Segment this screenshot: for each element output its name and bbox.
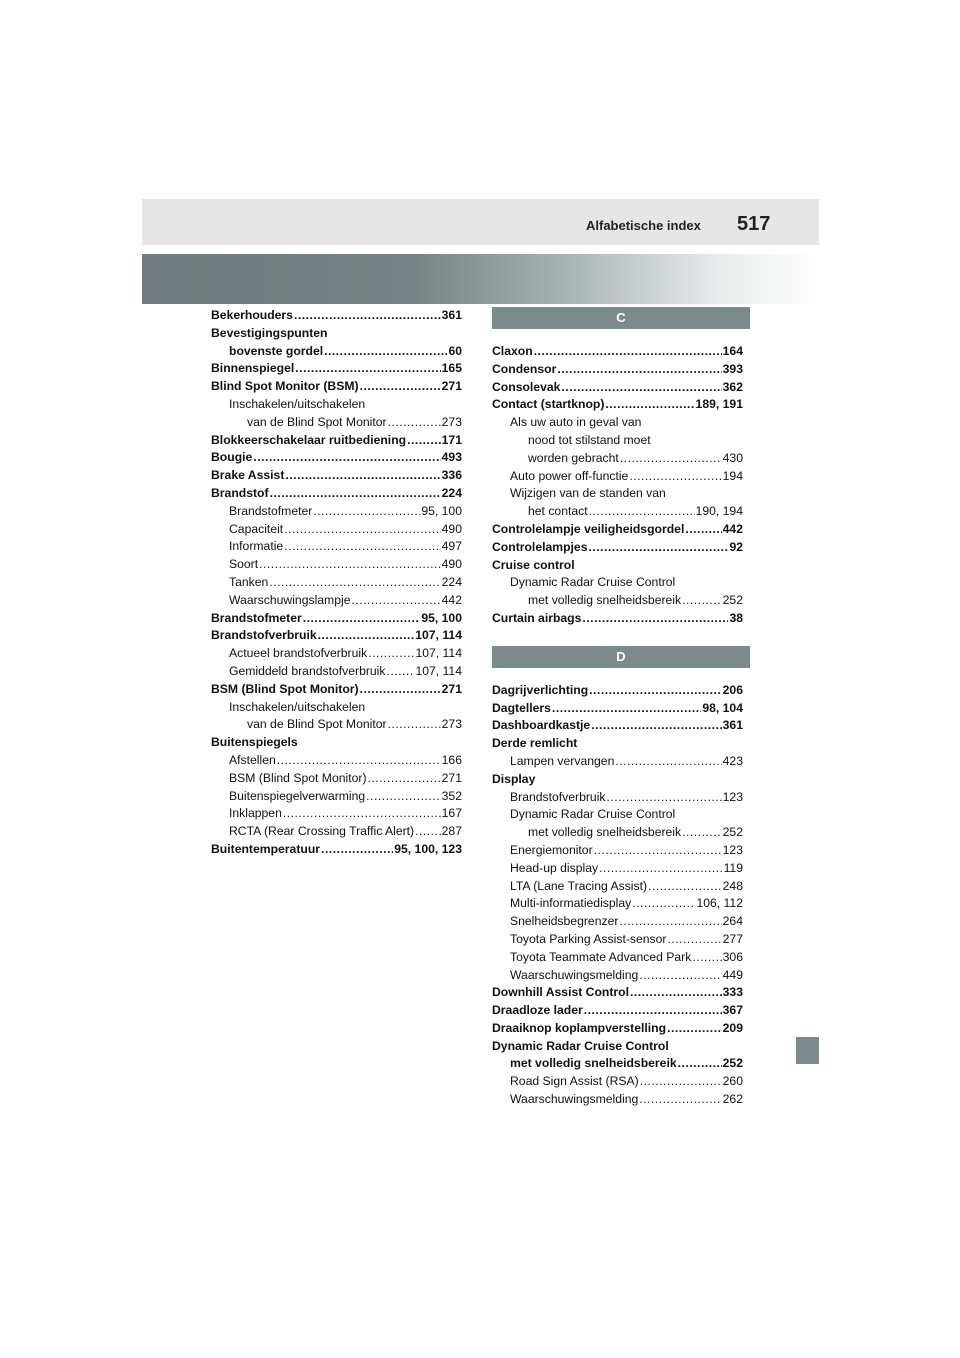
index-entry-text: Auto power off-functie — [510, 468, 629, 483]
index-entry-text: met volledig snelheidsbereik — [528, 593, 682, 608]
index-entry-text: van de Blind Spot Monitor — [247, 717, 387, 732]
index-entry — [492, 379, 743, 397]
index-entry — [211, 449, 462, 467]
leader-dots — [639, 967, 721, 985]
leader-dots — [415, 823, 441, 841]
index-column-left — [211, 307, 462, 859]
leader-dots — [388, 716, 441, 734]
index-entry-page: 361 — [722, 718, 743, 733]
index-entry-page: 277 — [722, 931, 743, 946]
leader-dots — [557, 361, 721, 379]
index-entry — [492, 967, 743, 985]
index-entry — [492, 1002, 743, 1020]
index-entry — [492, 753, 743, 771]
index-entry-text: Claxon — [492, 344, 533, 358]
leader-dots — [605, 396, 694, 414]
section-gap — [492, 628, 743, 646]
index-entry — [492, 700, 743, 718]
section-letter-header: D — [492, 646, 750, 668]
index-entry-page: 107, 114 — [415, 646, 462, 661]
index-entry-text: Dagtellers — [492, 700, 551, 715]
index-entry-page: 209 — [722, 1020, 743, 1035]
leader-dots — [678, 1055, 722, 1073]
leader-dots — [269, 574, 440, 592]
index-entry-page: 333 — [722, 985, 743, 1000]
index-entry — [492, 557, 743, 575]
leader-dots — [270, 485, 441, 503]
leader-dots — [283, 805, 441, 823]
decorative-gradient-bar — [142, 254, 819, 304]
index-entry-text: Blokkeerschakelaar ruitbediening — [211, 432, 407, 447]
index-entry-text: Toyota Parking Assist-sensor — [510, 931, 667, 946]
index-entry-text: Inschakelen/uitschakelen — [229, 396, 366, 411]
leader-dots — [366, 788, 440, 806]
index-entry-text: Capaciteit — [229, 521, 284, 536]
leader-dots — [387, 663, 415, 681]
index-entry — [492, 1091, 743, 1109]
index-entry-page: 490 — [441, 557, 462, 572]
index-entry — [492, 396, 743, 414]
index-entry-page: 164 — [722, 344, 743, 358]
index-entry-text: BSM (Blind Spot Monitor) — [211, 681, 359, 696]
index-entry-page: 393 — [722, 361, 743, 376]
index-entry-text: met volledig snelheidsbereik — [528, 825, 682, 840]
index-entry — [211, 396, 462, 414]
index-entry — [211, 592, 462, 610]
index-entry-text: Buitenspiegelverwarming — [229, 788, 366, 803]
index-entry-text: Multi-informatiedisplay — [510, 896, 632, 911]
index-entry-page: 189, 191 — [695, 397, 743, 412]
index-entry-text: Blind Spot Monitor (BSM) — [211, 379, 359, 394]
leader-dots — [284, 521, 440, 539]
index-entry — [211, 307, 462, 325]
index-entry-text: Brandstofmeter — [229, 503, 313, 518]
page-header-title: Alfabetische index — [586, 218, 701, 233]
leader-dots — [667, 1020, 722, 1038]
index-entry — [211, 360, 462, 378]
index-entry — [492, 1055, 743, 1073]
leader-dots — [615, 753, 721, 771]
index-entry-text: Bougie — [211, 450, 253, 465]
index-entry-page: 190, 194 — [695, 504, 743, 519]
index-entry — [492, 1038, 743, 1056]
index-entry-page: 92 — [729, 539, 743, 554]
leader-dots — [692, 949, 721, 967]
index-entry-text: Waarschuwingsmelding — [510, 1092, 639, 1107]
leader-dots — [259, 556, 441, 574]
leader-dots — [360, 378, 441, 396]
index-entry-text: Controlelampje veiligheidsgordel — [492, 521, 685, 536]
leader-dots — [368, 770, 441, 788]
leader-dots — [640, 1073, 722, 1091]
index-entry — [211, 414, 462, 432]
index-entry — [211, 325, 462, 343]
index-entry-page: 38 — [729, 610, 743, 625]
index-entry-page: 119 — [723, 860, 743, 875]
section-letter-header: C — [492, 307, 750, 329]
index-entry-text: Afstellen — [229, 752, 276, 767]
index-entry — [492, 414, 743, 432]
index-entry-page: 442 — [722, 521, 743, 536]
leader-dots — [407, 432, 441, 450]
leader-dots — [321, 841, 393, 859]
index-entry — [211, 343, 462, 361]
index-entry-text: Buitenspiegels — [211, 735, 298, 750]
leader-dots — [552, 700, 701, 718]
index-entry-page: 95, 100 — [421, 503, 462, 518]
index-entry-page: 260 — [722, 1074, 743, 1089]
leader-dots — [277, 752, 441, 770]
index-entry-text: Cruise control — [492, 557, 575, 572]
index-entry-page: 252 — [722, 593, 743, 608]
leader-dots — [648, 878, 722, 896]
index-entry — [492, 361, 743, 379]
index-entry — [211, 823, 462, 841]
index-entry — [211, 752, 462, 770]
leader-dots — [253, 449, 440, 467]
leader-dots — [295, 360, 440, 378]
index-entry-page: 271 — [441, 681, 462, 696]
index-entry-text: Derde remlicht — [492, 736, 578, 751]
index-entry-text: Dynamic Radar Cruise Control — [510, 807, 676, 822]
leader-dots — [285, 467, 440, 485]
index-entry-text: Inschakelen/uitschakelen — [229, 699, 366, 714]
leader-dots — [591, 717, 721, 735]
index-entry-text: Soort — [229, 557, 259, 572]
index-entry-page: 423 — [722, 753, 743, 768]
index-entry — [211, 681, 462, 699]
index-entry-text: Dynamic Radar Cruise Control — [510, 575, 676, 590]
index-entry-text: van de Blind Spot Monitor — [247, 414, 387, 429]
index-entry — [492, 949, 743, 967]
index-entry-text: Head-up display — [510, 860, 599, 875]
index-entry-page: 273 — [441, 717, 462, 732]
index-entry — [211, 574, 462, 592]
index-entry — [492, 771, 743, 789]
index-entry — [211, 627, 462, 645]
leader-dots — [388, 414, 441, 432]
index-entry-text: Toyota Teammate Advanced Park — [510, 949, 692, 964]
index-entry — [492, 860, 743, 878]
index-entry — [211, 467, 462, 485]
leader-dots — [324, 343, 447, 361]
index-entry-page: 262 — [722, 1092, 743, 1107]
index-entry-text: Dashboardkastje — [492, 718, 591, 733]
leader-dots — [584, 1002, 722, 1020]
index-entry-page: 194 — [722, 468, 743, 483]
leader-dots — [294, 307, 441, 325]
index-entry-page: 95, 100, 123 — [394, 841, 462, 856]
page-number: 517 — [737, 213, 771, 235]
index-entry-text: Display — [492, 771, 536, 786]
index-entry-text: LTA (Lane Tracing Assist) — [510, 878, 648, 893]
index-entry — [492, 842, 743, 860]
index-entry-page: 287 — [441, 824, 462, 839]
index-entry — [211, 432, 462, 450]
index-entry — [492, 610, 743, 628]
index-entry-text: Buitentemperatuur — [211, 841, 321, 856]
index-entry — [492, 717, 743, 735]
index-entry-text: Controlelampjes — [492, 539, 588, 554]
index-entry — [492, 1073, 743, 1091]
index-entry-page: 362 — [722, 379, 743, 394]
index-entry-text: het contact — [528, 504, 588, 519]
index-entry-text: Road Sign Assist (RSA) — [510, 1074, 639, 1089]
leader-dots — [682, 592, 722, 610]
index-entry — [492, 984, 743, 1002]
index-entry-text: Contact (startknop) — [492, 397, 605, 412]
index-entry-page: 306 — [722, 949, 743, 964]
thumb-index-tab — [796, 1037, 819, 1064]
header-band — [142, 199, 819, 245]
index-entry-page: 442 — [441, 592, 462, 607]
leader-dots — [284, 538, 440, 556]
index-entry-page: 352 — [441, 788, 462, 803]
index-entry — [492, 539, 743, 557]
index-entry-text: Lampen vervangen — [510, 753, 615, 768]
index-entry-page: 95, 100 — [421, 610, 462, 625]
index-entry-text: Binnenspiegel — [211, 361, 295, 376]
index-entry-page: 106, 112 — [696, 896, 743, 911]
index-entry-text: Snelheidsbegrenzer — [510, 914, 619, 929]
index-entry-page: 264 — [722, 914, 743, 929]
index-entry-page: 123 — [722, 842, 743, 857]
index-entry — [492, 895, 743, 913]
leader-dots — [682, 824, 722, 842]
leader-dots — [607, 789, 722, 807]
index-entry — [211, 521, 462, 539]
index-entry-text: nood tot stilstand moet — [528, 432, 651, 447]
index-entry-text: Wijzigen van de standen van — [510, 486, 666, 501]
index-entry-page: 107, 114 — [415, 628, 462, 643]
index-entry — [492, 789, 743, 807]
leader-dots — [620, 450, 722, 468]
leader-dots — [582, 610, 728, 628]
index-entry-text: met volledig snelheidsbereik — [510, 1056, 677, 1071]
index-entry — [492, 878, 743, 896]
index-entry-text: Gemiddeld brandstofverbruik — [229, 663, 386, 678]
index-entry — [211, 841, 462, 859]
index-entry-page: 165 — [441, 361, 462, 376]
index-entry — [492, 735, 743, 753]
index-entry — [492, 343, 743, 361]
index-entry-text: Informatie — [229, 539, 284, 554]
index-entry-page: 248 — [722, 878, 743, 893]
index-entry-text: bovenste gordel — [229, 343, 324, 358]
index-entry-page: 449 — [722, 967, 743, 982]
index-entry-page: 224 — [441, 485, 462, 500]
index-entry — [492, 574, 743, 592]
leader-dots — [360, 681, 441, 699]
index-entry — [211, 645, 462, 663]
leader-dots — [632, 895, 695, 913]
index-entry — [211, 734, 462, 752]
index-entry-page: 206 — [722, 682, 743, 697]
index-entry — [211, 485, 462, 503]
index-entry — [492, 824, 743, 842]
index-entry-text: RCTA (Rear Crossing Traffic Alert) — [229, 824, 415, 839]
index-entry-text: Brandstofverbruik — [510, 789, 606, 804]
leader-dots — [589, 682, 721, 700]
index-entry-text: Brandstofverbruik — [211, 628, 317, 643]
index-entry — [211, 699, 462, 717]
index-entry-page: 252 — [722, 1056, 743, 1071]
leader-dots — [594, 842, 722, 860]
index-entry — [492, 450, 743, 468]
leader-dots — [639, 1091, 721, 1109]
leader-dots — [351, 592, 440, 610]
leader-dots — [303, 610, 421, 628]
index-entry — [492, 592, 743, 610]
index-entry-text: Consolevak — [492, 379, 561, 394]
index-entry — [492, 913, 743, 931]
index-entry-text: Waarschuwingslampje — [229, 592, 351, 607]
leader-dots — [599, 860, 722, 878]
leader-dots — [589, 503, 695, 521]
index-entry-page: 273 — [441, 414, 462, 429]
index-entry — [211, 788, 462, 806]
index-entry-text: Draaiknop koplampverstelling — [492, 1020, 667, 1035]
leader-dots — [629, 468, 721, 486]
index-entry-page: 123 — [722, 789, 743, 804]
index-entry — [492, 432, 743, 450]
index-entry-text: Downhill Assist Control — [492, 985, 629, 1000]
index-entry-text: Dagrijverlichting — [492, 682, 589, 697]
leader-dots — [619, 913, 721, 931]
index-entry-text: Curtain airbags — [492, 610, 582, 625]
leader-dots — [589, 539, 729, 557]
index-entry-page: 98, 104 — [702, 700, 743, 715]
leader-dots — [318, 627, 415, 645]
index-entry-text: Condensor — [492, 361, 557, 376]
index-entry — [492, 682, 743, 700]
leader-dots — [630, 984, 722, 1002]
index-entry — [492, 521, 743, 539]
index-entry — [211, 610, 462, 628]
index-entry — [492, 503, 743, 521]
leader-dots — [534, 343, 722, 361]
index-entry-text: Als uw auto in geval van — [510, 415, 642, 430]
index-entry-page: 60 — [448, 343, 462, 358]
leader-dots — [561, 379, 721, 397]
index-entry-text: Draadloze lader — [492, 1003, 583, 1018]
index-entry-text: Bekerhouders — [211, 308, 293, 322]
index-entry-page: 367 — [722, 1003, 743, 1018]
index-entry-page: 171 — [441, 432, 462, 447]
index-entry-page: 336 — [441, 468, 462, 483]
index-entry-text: Brandstof — [211, 485, 269, 500]
index-entry-text: worden gebracht — [528, 450, 619, 465]
index-entry — [492, 931, 743, 949]
index-entry — [211, 716, 462, 734]
index-entry — [211, 538, 462, 556]
index-entry-text: Tanken — [229, 574, 269, 589]
index-entry-page: 271 — [441, 770, 462, 785]
index-column-right — [492, 307, 743, 1109]
index-entry-text: BSM (Blind Spot Monitor) — [229, 770, 367, 785]
index-entry-text: Actueel brandstofverbruik — [229, 646, 368, 661]
index-entry-text: Bevestigingspunten — [211, 325, 328, 340]
index-entry-text: Brake Assist — [211, 468, 285, 483]
index-entry — [211, 503, 462, 521]
index-entry-page: 361 — [441, 308, 462, 322]
index-entry-text: Waarschuwingsmelding — [510, 967, 639, 982]
index-entry-page: 166 — [441, 752, 462, 767]
index-entry — [211, 556, 462, 574]
leader-dots — [667, 931, 721, 949]
index-entry-text: Brandstofmeter — [211, 610, 302, 625]
index-entry-page: 430 — [722, 450, 743, 465]
index-entry — [492, 806, 743, 824]
leader-dots — [368, 645, 414, 663]
index-entry-text: Dynamic Radar Cruise Control — [492, 1038, 669, 1053]
leader-dots — [313, 503, 420, 521]
index-entry-page: 252 — [722, 825, 743, 840]
index-entry-page: 167 — [441, 806, 462, 821]
index-entry — [492, 485, 743, 503]
index-entry-text: Energiemonitor — [510, 842, 593, 857]
index-entry-page: 493 — [441, 450, 462, 465]
index-entry-page: 497 — [441, 539, 462, 554]
index-entry-page: 224 — [441, 574, 462, 589]
leader-dots — [685, 521, 721, 539]
index-entry — [492, 1020, 743, 1038]
index-entry — [211, 378, 462, 396]
index-entry-text: Inklappen — [229, 806, 282, 821]
index-entry-page: 271 — [441, 379, 462, 394]
index-entry — [211, 770, 462, 788]
index-entry — [492, 468, 743, 486]
index-entry — [211, 663, 462, 681]
index-entry — [211, 805, 462, 823]
index-entry-page: 107, 114 — [415, 663, 462, 678]
index-entry-page: 490 — [441, 521, 462, 536]
